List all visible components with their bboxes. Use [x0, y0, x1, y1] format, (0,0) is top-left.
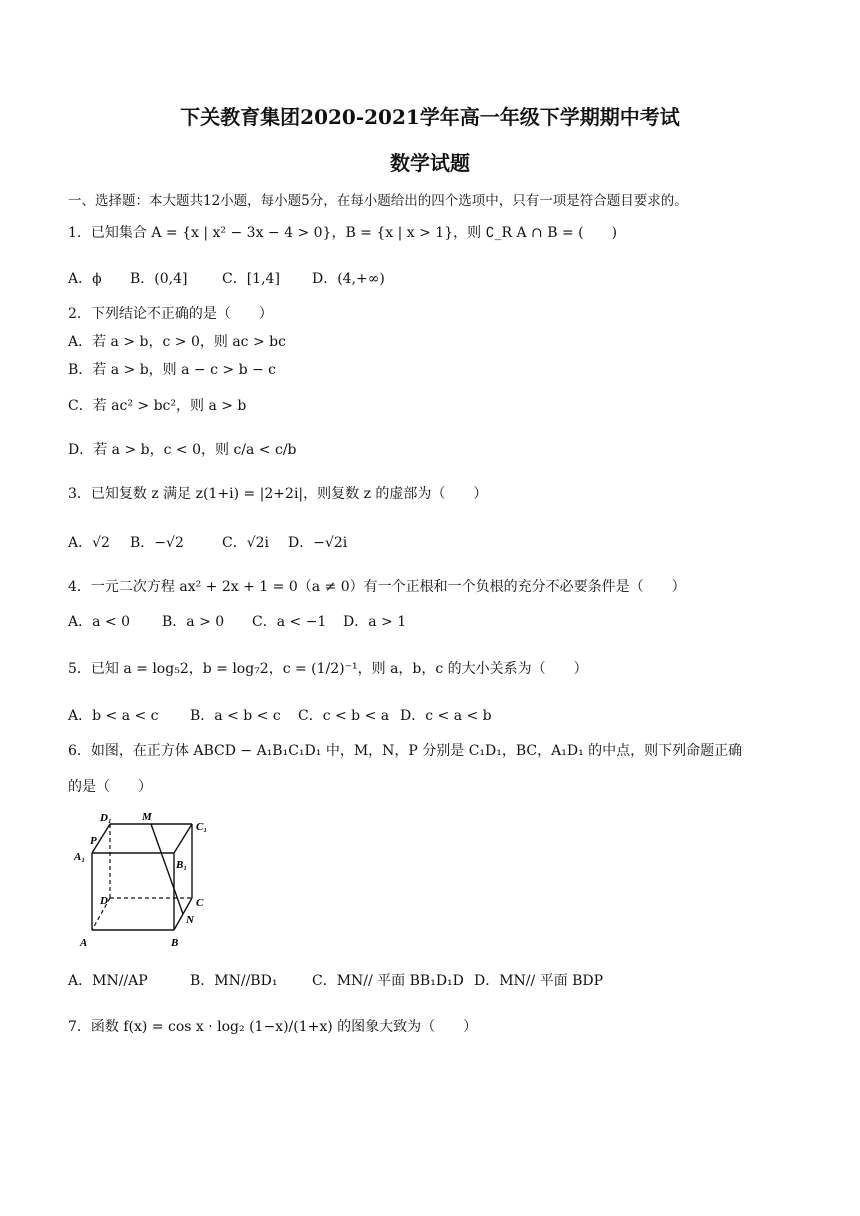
label-d1: D₁ [100, 812, 112, 824]
label-m: M [142, 811, 152, 823]
question-4-option-d: D．a > 1 [343, 614, 407, 630]
question-4-option-c: C．a < −1 [252, 614, 327, 630]
question-3-option-b: B．−√2 [130, 535, 184, 551]
label-b: B [171, 937, 179, 949]
label-c: C [196, 897, 204, 909]
question-5-option-a: A．b < a < c [68, 708, 159, 724]
question-2-option-c: C．若 ac² > bc²，则 a > b [68, 398, 247, 414]
question-7-stem: 7．函数 f(x) = cos x · log₂ (1−x)/(1+x) 的图象大致为（ ） [68, 1019, 478, 1035]
question-1-stem: 1．已知集合 A = {x | x² − 3x − 4 > 0}，B = {x | x > 1}，则 ∁_R A ∩ B = ( ) [68, 225, 618, 241]
label-n: N [186, 914, 194, 926]
question-2-stem: 2．下列结论不正确的是（ ） [68, 306, 273, 322]
label-a: A [80, 937, 88, 949]
question-2-option-d: D．若 a > b，c < 0，则 c/a < c/b [68, 442, 297, 458]
question-6-option-a: A．MN//AP [68, 973, 148, 989]
question-1-option-b: B．(0,4] [130, 271, 188, 287]
label-p: P [90, 835, 97, 847]
question-3-option-d: D．−√2i [288, 535, 348, 551]
question-2-option-b: B．若 a > b，则 a − c > b − c [68, 362, 277, 378]
question-6-option-b: B．MN//BD₁ [190, 973, 278, 989]
cube-figure [72, 808, 222, 954]
question-6-option-c: C．MN// 平面 BB₁D₁D [312, 973, 464, 989]
question-3-option-c: C．√2i [222, 535, 270, 551]
question-4-option-a: A．a < 0 [68, 614, 130, 630]
label-d: D [100, 895, 108, 907]
question-6-stem-continued: 的是（ ） [68, 779, 152, 795]
question-6-option-d: D．MN// 平面 BDP [474, 973, 604, 989]
section-heading: 一、选择题：本大题共12小题，每小题5分，在每小题给出的四个选项中，只有一项是符合题目要求的。 [68, 193, 688, 209]
question-5-option-b: B．a < b < c [190, 708, 281, 724]
question-4-stem: 4．一元二次方程 ax² + 2x + 1 = 0（a ≠ 0）有一个正根和一个负根的充分不必要条件是（ ） [68, 579, 686, 595]
question-5-option-d: D．c < a < b [400, 708, 492, 724]
label-a1: A₁ [74, 851, 86, 863]
label-c1: C₁ [196, 821, 208, 833]
page-subtitle: 数学试题 [390, 151, 470, 175]
question-6-stem: 6．如图，在正方体 ABCD − A₁B₁C₁D₁ 中，M，N，P 分别是 C₁D₁，BC，A₁D₁ 的中点，则下列命题正确 [68, 743, 743, 759]
question-1-option-d: D．(4,+∞) [312, 271, 385, 287]
question-5-option-c: C．c < b < a [298, 708, 390, 724]
question-1-option-c: C．[1,4] [222, 271, 280, 287]
question-1-option-a: A．ϕ [68, 271, 102, 287]
question-5-stem: 5．已知 a = log₅2，b = log₇2，c = (1/2)⁻¹，则 a，b，c 的大小关系为（ ） [68, 661, 588, 677]
page-title: 下关教育集团2020-2021学年高一年级下学期期中考试 [180, 105, 680, 129]
question-4-option-b: B．a > 0 [162, 614, 225, 630]
question-3-stem: 3．已知复数 z 满足 z(1+i) = |2+2i|，则复数 z 的虚部为（ ） [68, 486, 488, 502]
question-2-option-a: A．若 a > b，c > 0，则 ac > bc [68, 334, 286, 350]
question-3-option-a: A．√2 [68, 535, 110, 551]
label-b1: B₁ [176, 859, 188, 871]
